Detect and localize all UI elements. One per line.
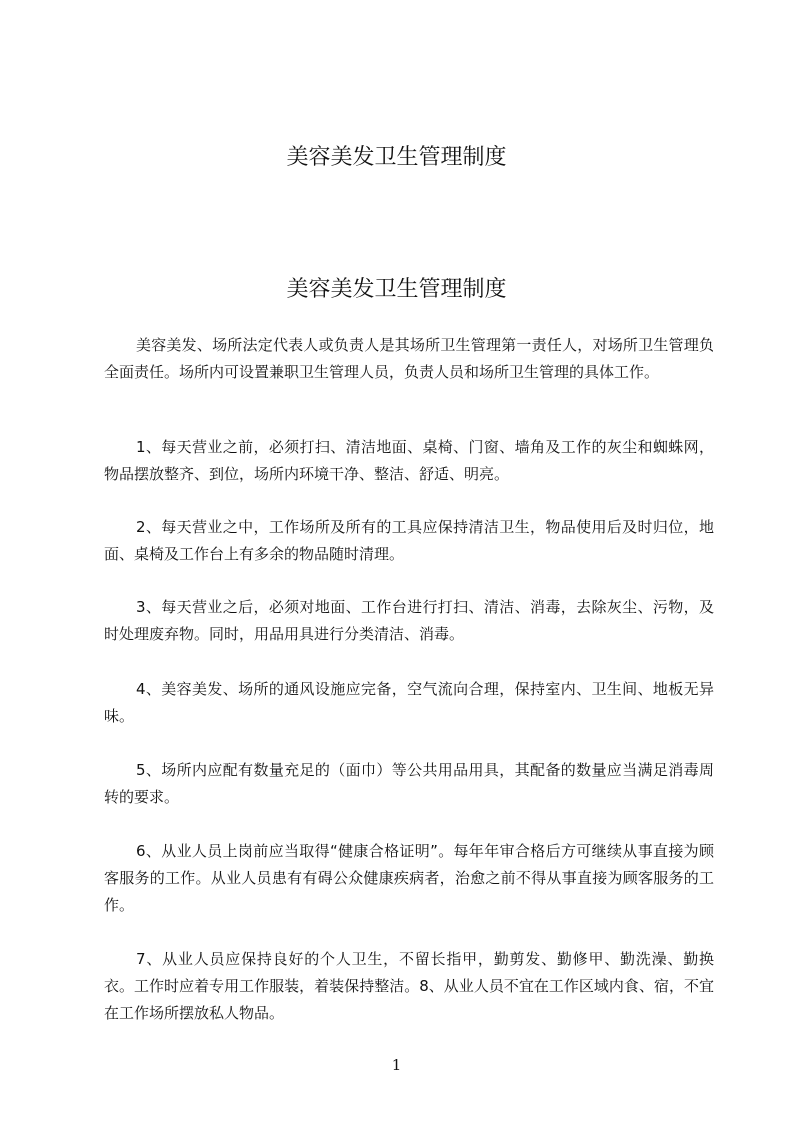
- rule-paragraph-4: 4、美容美发、场所的通风设施应完备，空气流向合理，保持室内、卫生间、地板无异味。: [104, 680, 714, 725]
- rule-paragraph-1: 1、每天营业之前，必须打扫、清洁地面、桌椅、门窗、墙角及工作的灰尘和蜘蛛网，物品摆放整齐、到位，场所内环境干净、整洁、舒适、明亮。: [104, 438, 714, 483]
- rule-paragraph-7: 7、从业人员应保持良好的个人卫生，不留长指甲，勤剪发、勤修甲、勤洗澡、勤换衣。工作时应着专用工作服装，着装保持整洁。8、从业人员不宜在工作区域内食、宿，不宜在工作场所摆放私人物品。: [104, 950, 714, 1022]
- intro-paragraph: 美容美发、场所法定代表人或负责人是其场所卫生管理第一责任人，对场所卫生管理负全面责任。场所内可设置兼职卫生管理人员，负责人员和场所卫生管理的具体工作。: [104, 336, 714, 381]
- rule-paragraph-2: 2、每天营业之中，工作场所及所有的工具应保持清洁卫生，物品使用后及时归位，地面、桌椅及工作台上有多余的物品随时清理。: [104, 518, 714, 563]
- document-header-title: 美容美发卫生管理制度: [286, 145, 507, 170]
- rule-paragraph-6: 6、从业人员上岗前应当取得“健康合格证明”。每年年审合格后方可继续从事直接为顾客服务的工作。从业人员患有有碍公众健康疾病者，治愈之前不得从事直接为顾客服务的工作。: [104, 842, 714, 914]
- rule-paragraph-5: 5、场所内应配有数量充足的（面巾）等公共用品用具，其配备的数量应当满足消毒周转的要求。: [104, 761, 714, 806]
- rule-paragraph-3: 3、每天营业之后，必须对地面、工作台进行打扫、清洁、消毒，去除灰尘、污物，及时处理废弃物。同时，用品用具进行分类清洁、消毒。: [104, 598, 714, 643]
- document-main-title: 美容美发卫生管理制度: [286, 277, 507, 302]
- page-number: 1: [391, 1056, 402, 1074]
